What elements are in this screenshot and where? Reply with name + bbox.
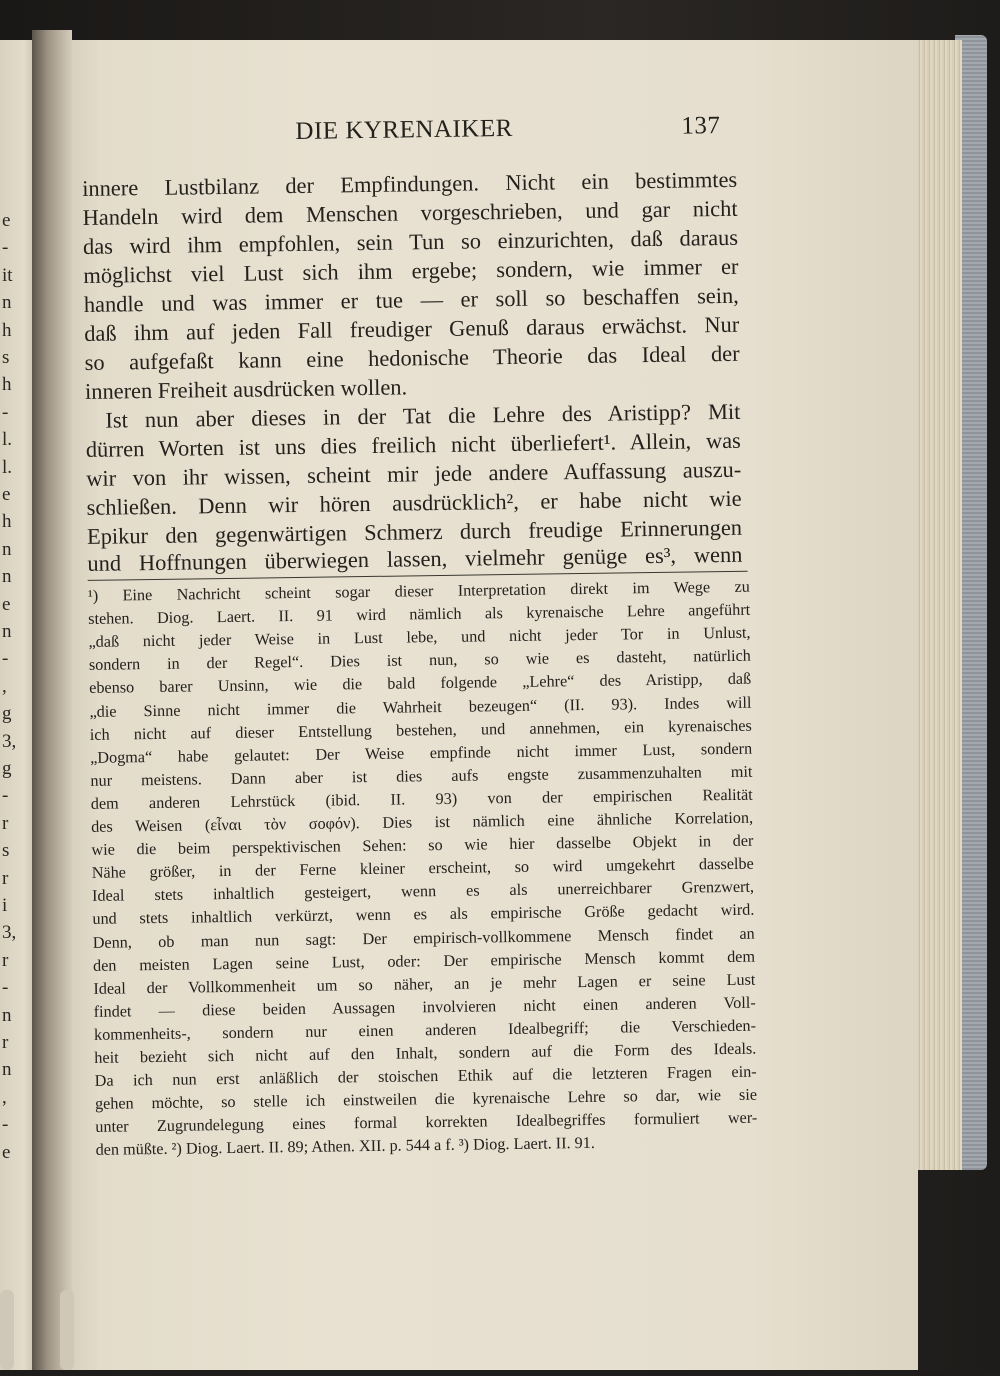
- footnote-line: Da ich nun erst anläßlich der stoischen Ethik auf die letzteren Fragen ein-: [94, 1062, 757, 1090]
- body-line: dürren Worten ist uns dies freilich nicht überliefert¹. Allein, was: [85, 427, 741, 462]
- footnote-line: kommenheits-, sondern nur einen anderen Idealbegriff; die Verschieden-: [93, 1016, 757, 1044]
- footnote-line: „die Sinne nicht immer die Wahrheit bezeugen“ (II. 93). Indes will: [89, 693, 752, 721]
- footnote-line: Denn, ob man nun sagt: Der empirisch-vollkommene Mensch findet an: [92, 924, 755, 952]
- footnote-line: unter Zugrundelegung eines formal korrekten Idealbegriffes formuliert wer-: [95, 1108, 758, 1137]
- footnote-line: und stets inhaltlich verkürzt, wenn es als empirische Größe gedacht wird.: [92, 901, 755, 929]
- body-line: inneren Freiheit ausdrücken wollen.: [84, 374, 408, 404]
- left-page-fragment: -: [2, 977, 9, 999]
- body-line: Ist nun aber dieses in der Tat die Lehre des Aristipp? Mit: [105, 398, 741, 433]
- footnote-line: heit bezieht sich nicht auf den Inhalt, sondern auf die Form des Ideals.: [94, 1039, 757, 1067]
- footnote-line: Ideal stets inhaltlich gesteigert, wenn es als unerreichbarer Grenzwert,: [91, 877, 755, 906]
- left-page-fragment: n: [2, 621, 12, 642]
- body-line: und Hoffnungen überwiegen lassen, vielmehr genüge es³, wenn: [87, 541, 743, 576]
- body-line: handle und was immer er tue — er soll so beschaffen sein,: [83, 282, 739, 317]
- footnote-line: den müßte. ²) Diog. Laert. II. 89; Athen. XII. p. 544 a f. ³) Diog. Laert. II. 91.: [95, 1134, 595, 1160]
- left-page-fragment: it: [2, 264, 13, 286]
- left-page-fragment: l.: [2, 429, 13, 451]
- left-page-fragment: n: [2, 1004, 12, 1026]
- left-page-fragment: n: [2, 538, 12, 560]
- left-page-fragment: r: [2, 812, 9, 834]
- footnote-line: findet — diese beiden Aussagen involvieren nicht einen anderen Voll-: [93, 993, 756, 1021]
- footnote-line: „daß nicht jeder Weise in Lust lebe, und nicht jeder Tor in Unlust,: [88, 623, 751, 652]
- footnote-line: ebenso barer Unsinn, wie die bald folgende „Lehre“ des Aristipp, daß: [89, 670, 752, 698]
- body-line: daß ihm auf jeden Fall freudiger Genuß daraus erwächst. Nur: [84, 311, 740, 346]
- left-page-fragment: -: [2, 401, 9, 423]
- left-page-fragment: -: [2, 785, 9, 807]
- footnote-line: Ideal der Vollkommenheit um so näher, an je mehr Lagen er seine Lust: [93, 970, 756, 998]
- left-page-fragment: g: [2, 703, 12, 725]
- body-line: Epikur den gegenwärtigen Schmerz durch freudige Erinnerungen: [86, 514, 743, 549]
- body-line: Handeln wird dem Menschen vorgeschrieben, und gar nicht: [82, 195, 738, 230]
- left-page-fragment: -: [2, 1114, 9, 1136]
- left-page-fragment: e: [2, 484, 11, 505]
- left-page-fragment: r: [2, 1032, 9, 1053]
- left-page-fragment: i: [2, 895, 8, 916]
- left-page-fragment: e: [2, 593, 11, 615]
- left-page-fragment: l.: [2, 456, 13, 478]
- footnote-line: Nähe größer, in der Ferne kleiner erscheint, so wird umgekehrt dasselbe: [91, 854, 754, 883]
- footnote-line: dem anderen Lehrstück (ibid. II. 93) von der empirischen Realität: [90, 785, 753, 813]
- body-line: das wird ihm empfohlen, sein Tun so einzurichten, daß daraus: [82, 224, 739, 259]
- left-page-fragment: e: [2, 1141, 11, 1163]
- left-page-fragment: s: [2, 840, 10, 862]
- footnote-line: ich nicht auf dieser Entstellung bestehen, und annehmen, ein kyrenaisches: [89, 716, 752, 744]
- left-page-fragment: n: [2, 1059, 12, 1081]
- left-page-fragment: n: [2, 566, 12, 588]
- footnote-line: stehen. Diog. Laert. II. 91 wird nämlich als kyrenaische Lehre angeführt: [88, 600, 751, 629]
- left-page-fragment: r: [2, 867, 9, 889]
- footnote-line: den meisten Lagen seine Lust, oder: Der empirische Mensch kommt dem: [92, 947, 756, 975]
- left-page-fragment: -: [2, 648, 9, 670]
- footnote-line: „Dogma“ habe gelautet: Der Weise empfinde nicht immer Lust, sondern: [90, 739, 753, 767]
- left-page-fragment: 3,: [2, 730, 17, 752]
- left-page-fragment: ,: [2, 675, 7, 697]
- body-line: so aufgefaßt kann eine hedonische Theorie das Ideal der: [84, 340, 740, 375]
- footnote-line: wie die beim perspektivischen Sehen: so wie hier dasselbe Objekt in der: [91, 831, 754, 859]
- left-page-fragment: g: [2, 758, 12, 779]
- footnote-line: des Weisen (εἶναι τὸν σοφόν). Dies ist nämlich eine ähnliche Korrelation,: [91, 808, 754, 836]
- body-line: möglichst viel Lust sich ihm ergebe; sondern, wie immer er: [83, 253, 739, 288]
- running-title: DIE KYRENAIKER: [295, 114, 514, 145]
- footnote-line: gehen möchte, so stelle ich einstweilen die kyrenaische Lehre so dar, wie sie: [94, 1085, 758, 1114]
- left-page-fragment: h: [2, 319, 12, 341]
- page-number: 137: [681, 112, 721, 140]
- left-page-fragment: s: [2, 347, 10, 368]
- left-page-fragment: h: [2, 374, 12, 396]
- left-page-fragment: n: [2, 292, 12, 314]
- left-page-fragment: e: [2, 210, 11, 231]
- left-page-fragment: r: [2, 949, 9, 971]
- body-line: innere Lustbilanz der Empfindungen. Nicht ein bestimmtes: [82, 166, 738, 201]
- body-line: schließen. Denn wir hören ausdrücklich², er habe nicht wie: [86, 485, 742, 520]
- footnote-line: nur meistens. Dann aber ist dies aufs engste zusammenzuhalten mit: [90, 762, 753, 790]
- left-page-fragment: ,: [2, 1086, 7, 1108]
- footnote-line: sondern in der Regel“. Dies ist nun, so wie es dasteht, natürlich: [88, 646, 751, 675]
- footnote-line: ¹) Eine Nachricht scheint sogar dieser Interpretation direkt im Wege zu: [87, 577, 750, 605]
- left-page-fragment: -: [2, 237, 9, 259]
- left-page-fragment: h: [2, 511, 12, 533]
- left-page-fragment: 3,: [2, 922, 17, 944]
- body-line: wir von ihr wissen, scheint mir jede andere Auffassung auszu-: [86, 456, 742, 491]
